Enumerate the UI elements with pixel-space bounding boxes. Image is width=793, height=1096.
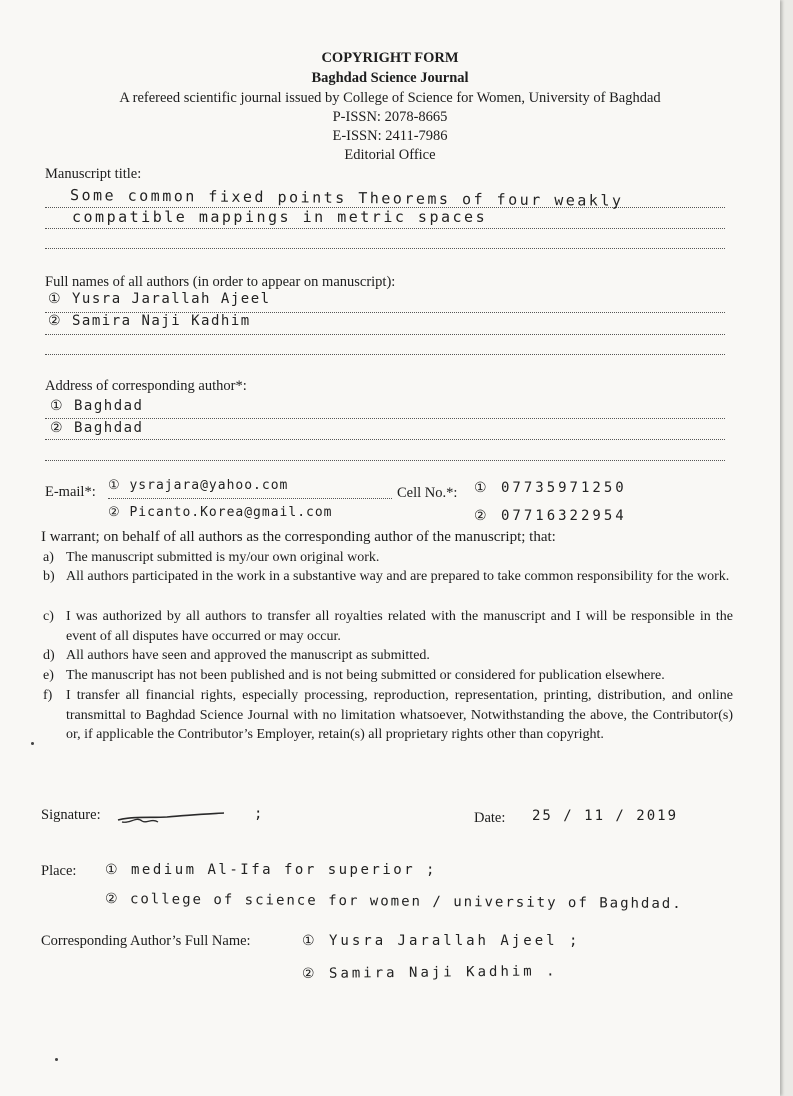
journal-name: Baghdad Science Journal: [311, 70, 469, 86]
manuscript-title-text-1: Some common fixed points Theorems of four weakly: [69, 186, 624, 210]
warranty-marker: d): [43, 648, 55, 663]
warranty-item-b: [43, 567, 733, 587]
signature-mark: ;: [254, 806, 264, 822]
place-line-1: ① medium Al-Ifa for superior ;: [105, 862, 437, 878]
warranty-text: The manuscript has not been published and is not being submitted or considered for publication elsewhere.: [66, 668, 665, 683]
editorial-office: Editorial Office: [344, 147, 436, 163]
authors-line-3: [45, 340, 725, 355]
e-issn: E-ISSN: 2411-7986: [332, 128, 448, 144]
email-1: ① ysrajara@yahoo.com: [108, 478, 289, 493]
warranty-marker: b): [43, 569, 55, 584]
warranty-item-c: [43, 607, 733, 646]
p-issn: P-ISSN: 2078-8665: [332, 109, 448, 125]
cell-1: ① 07735971250: [474, 480, 627, 496]
stray-mark: [31, 742, 34, 745]
journal-description: A refereed scientific journal issued by College of Science for Women, University of Baghdad: [119, 90, 661, 106]
warranty-marker: e): [43, 668, 54, 683]
address-1: ① Baghdad: [50, 398, 144, 414]
warranty-marker: a): [43, 550, 54, 565]
manuscript-title-text-2: compatible mappings in metric spaces: [72, 208, 488, 226]
email-label: E-mail*:: [45, 484, 96, 500]
place-line-2: ② college of science for women / university of Baghdad.: [104, 891, 683, 913]
warranty-marker: c): [43, 609, 54, 624]
warranty-intro: I warrant; on behalf of all authors as the corresponding author of the manuscript; that:: [41, 529, 556, 545]
author-1-name: ① Yusra Jarallah Ajeel: [48, 291, 271, 307]
warranty-item-d: [43, 646, 733, 666]
author-2-name: ② Samira Naji Kadhim: [48, 313, 251, 329]
manuscript-title-label: Manuscript title:: [45, 166, 142, 182]
warranty-marker: f): [43, 688, 53, 703]
warranty-text: The manuscript submitted is my/our own original work.: [66, 550, 380, 565]
form-title: COPYRIGHT FORM: [321, 50, 459, 66]
warranty-item-e: [43, 666, 733, 686]
address-label: Address of corresponding author*:: [45, 378, 247, 394]
corresponding-author-label: Corresponding Author’s Full Name:: [41, 933, 251, 949]
warranty-text: All authors have seen and approved the manuscript as submitted.: [66, 648, 430, 663]
email-2: ② Picanto.Korea@gmail.com: [108, 505, 333, 520]
signature-scribble: [112, 804, 232, 828]
address-line-3: [45, 446, 725, 461]
date-value: 25 / 11 / 2019: [532, 808, 679, 824]
authors-label: Full names of all authors (in order to appear on manuscript):: [45, 274, 396, 290]
warranty-text: I transfer all financial rights, especially processing, reproduction, representation, printing, distribution, and online transmittal to Baghdad Science Journal with no limitation whatsoever, Notwithstanding the above, the Contributor(s) or, if applicable the Contributor’s Employer, retain(s) all proprietary rights other than copyright.: [66, 688, 733, 742]
warranty-text: I was authorized by all authors to transfer all royalties related with the manuscript and I will be responsible in the event of all disputes have occurred or may occur.: [66, 609, 733, 644]
warranty-text: All authors participated in the work in a substantive way and are prepared to take common responsibility for the work.: [66, 569, 730, 584]
signature-label: Signature:: [41, 807, 101, 823]
cell-2: ② 07716322954: [474, 508, 627, 524]
date-label: Date:: [474, 810, 506, 826]
warranty-item-a: [43, 548, 733, 568]
corresponding-author-2: ② Samira Naji Kadhim .: [301, 963, 558, 982]
stray-mark: [55, 1058, 58, 1061]
corresponding-author-1: ① Yusra Jarallah Ajeel ;: [302, 933, 581, 949]
address-line-1: [45, 404, 725, 419]
place-label: Place:: [41, 863, 77, 879]
address-line-2: [45, 425, 725, 440]
address-2: ② Baghdad: [50, 420, 144, 436]
manuscript-line-3: [45, 234, 725, 249]
warranty-item-f: [43, 686, 733, 745]
cell-label: Cell No.*:: [397, 485, 458, 501]
